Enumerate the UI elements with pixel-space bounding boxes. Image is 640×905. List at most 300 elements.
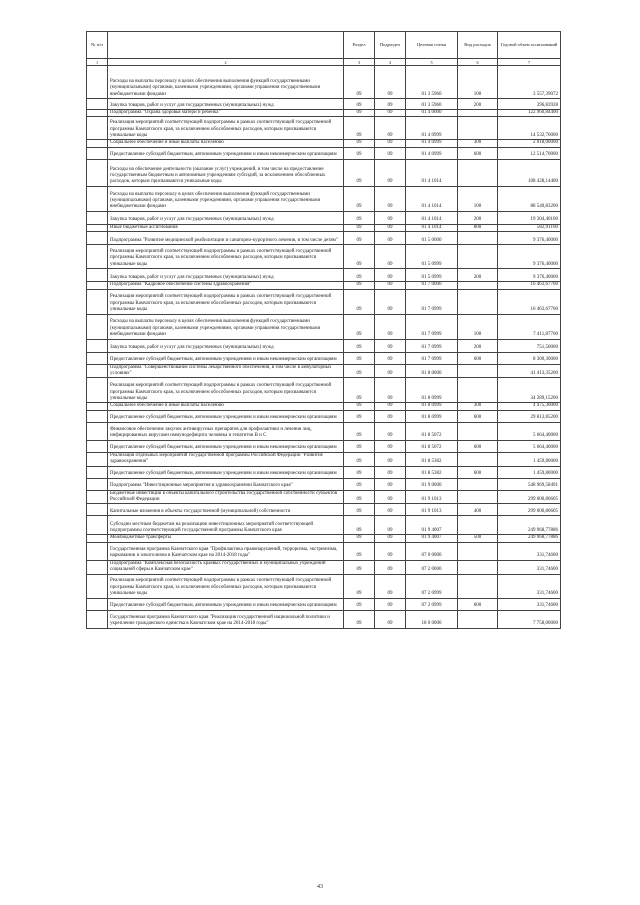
row-section: 09	[344, 159, 375, 186]
row-target: 07 2 0999	[406, 574, 458, 598]
table-row	[87, 542, 561, 560]
row-amount: 19 304,40100	[498, 211, 561, 224]
row-exptype	[458, 490, 498, 504]
table-row	[87, 610, 561, 628]
row-subsection: 09	[375, 560, 406, 574]
table-row	[87, 403, 561, 410]
table-row	[87, 440, 561, 452]
row-num	[87, 516, 108, 535]
row-name: Государственная программа Камчатского края "Реализация государственной национальной политики и укрепление гражданского единства в Камчатском крае на 2014-2018 годы"	[108, 610, 344, 628]
row-section: 09	[344, 352, 375, 364]
row-name: Подпрограмма "Комплексная безопасность краевых государственных и муниципальных учреждений социальной сферы в Камчатском крае"	[108, 560, 344, 574]
row-name: Подпрограмма "Развитие медицинской реабилитации и санаторно-курортного лечения, в том числе детям"	[108, 232, 344, 245]
row-exptype: 100	[458, 314, 498, 339]
row-section: 09	[344, 535, 375, 542]
row-name: Расходы на выплаты персоналу в целях обеспечения выполнения функций государственными (муниципальными) органами, казенными учреждениями, органами управления государственными внебюджетными фондами	[108, 66, 344, 99]
row-section: 09	[344, 314, 375, 339]
row-name: Предоставление субсидий бюджетным, автономным учреждениям и иным некоммерческим организациям	[108, 147, 344, 159]
header-num: № п/п	[87, 32, 108, 59]
row-exptype: 200	[458, 211, 498, 224]
row-subsection: 09	[375, 66, 406, 99]
row-target: 18 0 0000	[406, 610, 458, 628]
row-amount: 122 960,84400	[498, 110, 561, 117]
table-row	[87, 224, 561, 231]
row-exptype: 600	[458, 410, 498, 422]
row-name: Реализация мероприятий соответствующей подпрограммы в рамках соответствующей государственной программы Камчатского края, за исключением обособленных расходов, которым присваиваются уникальные коды	[108, 245, 344, 269]
row-name: Подпрограмма "Совершенствование системы лекарственного обеспечения, в том числе в амбулаторных условиях"	[108, 364, 344, 378]
row-exptype: 400	[458, 504, 498, 516]
row-num	[87, 224, 108, 231]
row-subsection: 09	[375, 410, 406, 422]
row-amount: 7 758,00000	[498, 610, 561, 628]
row-exptype: 600	[458, 440, 498, 452]
table-row	[87, 282, 561, 289]
row-num	[87, 140, 108, 147]
row-exptype	[458, 478, 498, 490]
row-section: 09	[344, 117, 375, 140]
row-section: 09	[344, 466, 375, 478]
row-num	[87, 422, 108, 440]
row-amount: 299 000,80605	[498, 504, 561, 516]
table-row	[87, 378, 561, 403]
row-exptype	[458, 110, 498, 117]
row-name: Расходы на выплаты персоналу в целях обеспечения выполнения функций государственными (муниципальными) органами, казенными учреждениями, органами управления государственными внебюджетными фондами	[108, 186, 344, 211]
table-row	[87, 535, 561, 542]
row-amount: 7 411,87700	[498, 314, 561, 339]
row-amount: 249 968,77886	[498, 516, 561, 535]
row-target: 07 2 0999	[406, 598, 458, 610]
row-exptype: 500	[458, 535, 498, 542]
row-subsection: 09	[375, 314, 406, 339]
row-subsection: 09	[375, 282, 406, 289]
table-row	[87, 516, 561, 535]
row-subsection: 09	[375, 339, 406, 352]
row-target: 01 7 0999	[406, 314, 458, 339]
row-target: 01 4 0000	[406, 110, 458, 117]
row-num	[87, 598, 108, 610]
column-index: 4	[375, 59, 406, 66]
row-subsection: 09	[375, 140, 406, 147]
row-target: 01 5 0999	[406, 269, 458, 282]
row-amount: 5 664,40000	[498, 422, 561, 440]
row-exptype	[458, 245, 498, 269]
row-amount: 41 413,35200	[498, 364, 561, 378]
budget-table	[86, 31, 561, 629]
row-target: 01 4 0999	[406, 147, 458, 159]
row-section: 09	[344, 440, 375, 452]
page-number: 43	[317, 884, 323, 890]
header-amount: Годовой объем ассигнований	[498, 32, 561, 59]
row-subsection: 09	[375, 440, 406, 452]
row-subsection: 09	[375, 352, 406, 364]
table-row	[87, 147, 561, 159]
row-target: 01 9 0000	[406, 478, 458, 490]
row-subsection: 09	[375, 269, 406, 282]
row-exptype: 100	[458, 186, 498, 211]
row-exptype: 300	[458, 140, 498, 147]
row-subsection: 09	[375, 466, 406, 478]
row-num	[87, 378, 108, 403]
row-num	[87, 66, 108, 99]
row-target: 01 7 0999	[406, 352, 458, 364]
row-exptype	[458, 117, 498, 140]
table-row	[87, 352, 561, 364]
row-exptype: 200	[458, 339, 498, 352]
row-section: 09	[344, 478, 375, 490]
row-num	[87, 159, 108, 186]
row-name: Предоставление субсидий бюджетным, автономным учреждениям и иным некоммерческим организациям	[108, 440, 344, 452]
row-amount: 16 463,67700	[498, 289, 561, 314]
row-num	[87, 289, 108, 314]
row-num	[87, 610, 108, 628]
row-target: 01 8 5072	[406, 440, 458, 452]
table-row	[87, 245, 561, 269]
column-index: 3	[344, 59, 375, 66]
row-amount: 4 475,30000	[498, 403, 561, 410]
row-target: 01 9 1013	[406, 490, 458, 504]
row-target: 01 4 0999	[406, 117, 458, 140]
table-row	[87, 211, 561, 224]
row-amount: 2 018,00000	[498, 140, 561, 147]
table-row	[87, 560, 561, 574]
table-row	[87, 99, 561, 110]
row-name: Социальное обеспечение и иные выплаты населению	[108, 403, 344, 410]
table-row	[87, 410, 561, 422]
row-section: 09	[344, 110, 375, 117]
row-exptype	[458, 289, 498, 314]
row-section: 09	[344, 211, 375, 224]
row-name: Предоставление субсидий бюджетным, автономным учреждениям и иным некоммерческим организациям	[108, 598, 344, 610]
row-amount: 3 557,39072	[498, 66, 561, 99]
row-section: 09	[344, 147, 375, 159]
row-num	[87, 403, 108, 410]
table-row	[87, 110, 561, 117]
row-exptype: 600	[458, 352, 498, 364]
row-subsection: 09	[375, 110, 406, 117]
table-row	[87, 478, 561, 490]
row-target: 07 2 0000	[406, 560, 458, 574]
row-exptype	[458, 574, 498, 598]
row-name: Закупка товаров, работ и услуг для государственных (муниципальных) нужд	[108, 211, 344, 224]
row-amount: 14 532,70000	[498, 117, 561, 140]
row-num	[87, 490, 108, 504]
row-target: 01 4 1014	[406, 186, 458, 211]
row-subsection: 09	[375, 147, 406, 159]
row-name: Предоставление субсидий бюджетным, автономным учреждениям и иным некоммерческим организациям	[108, 410, 344, 422]
row-num	[87, 245, 108, 269]
row-amount: 16 463,67700	[498, 282, 561, 289]
table-row	[87, 598, 561, 610]
row-amount: 88 540,83200	[498, 186, 561, 211]
header-target: Целевая статья	[406, 32, 458, 59]
row-target: 01 8 0999	[406, 410, 458, 422]
row-section: 09	[344, 66, 375, 99]
table-header-row	[87, 32, 561, 59]
row-section: 09	[344, 140, 375, 147]
row-subsection: 09	[375, 490, 406, 504]
row-target: 01 8 5382	[406, 466, 458, 478]
row-section: 09	[344, 282, 375, 289]
row-subsection: 09	[375, 364, 406, 378]
row-name: Финансовое обеспечение закупок антивирусных препаратов для профилактики и лечения лиц, инфицированных вирусами иммунодефицита человека и гепатитов B и C	[108, 422, 344, 440]
row-name: Предоставление субсидий бюджетным, автономным учреждениям и иным некоммерческим организациям	[108, 352, 344, 364]
column-index: 6	[458, 59, 498, 66]
row-name: Бюджетные инвестиции в объекты капитального строительства государственной собственности субъектов Российской Федерации	[108, 490, 344, 504]
row-name: Государственная программа Камчатского края "Профилактика правонарушений, терроризма, экстремизма, наркомании и алкоголизма в Камчатском крае на 2014-2018 годы"	[108, 542, 344, 560]
row-subsection: 09	[375, 542, 406, 560]
row-num	[87, 542, 108, 560]
table-row	[87, 269, 561, 282]
row-amount: 8 300,30000	[498, 352, 561, 364]
header-subsection: Подраздел	[375, 32, 406, 59]
row-section: 09	[344, 610, 375, 628]
row-name: Расходы на выплаты персоналу в целях обеспечения выполнения функций государственными (муниципальными) органами, казенными учреждениями, органами управления государственными внебюджетными фондами	[108, 314, 344, 339]
row-target: 01 9 1013	[406, 504, 458, 516]
table-row	[87, 140, 561, 147]
table-row	[87, 339, 561, 352]
row-num	[87, 110, 108, 117]
table-row	[87, 314, 561, 339]
row-amount: 299 000,80605	[498, 490, 561, 504]
row-target: 01 4 1014	[406, 211, 458, 224]
row-subsection: 09	[375, 99, 406, 110]
row-num	[87, 211, 108, 224]
row-num	[87, 314, 108, 339]
row-num	[87, 364, 108, 378]
table-row	[87, 159, 561, 186]
row-section: 09	[344, 245, 375, 269]
row-name: Реализация мероприятий соответствующей подпрограммы в рамках соответствующей государственной программы Камчатского края, за исключением обособленных расходов, которым присваиваются уникальные коды	[108, 574, 344, 598]
row-num	[87, 560, 108, 574]
row-target: 01 8 5072	[406, 422, 458, 440]
row-section: 09	[344, 339, 375, 352]
row-exptype	[458, 378, 498, 403]
row-amount: 396,83928	[498, 99, 561, 110]
row-subsection: 09	[375, 378, 406, 403]
row-section: 09	[344, 378, 375, 403]
row-num	[87, 478, 108, 490]
row-exptype	[458, 422, 498, 440]
table-row	[87, 364, 561, 378]
row-target: 01 4 0999	[406, 140, 458, 147]
row-exptype	[458, 610, 498, 628]
row-subsection: 09	[375, 598, 406, 610]
row-subsection: 09	[375, 516, 406, 535]
row-amount: 249 968,77886	[498, 535, 561, 542]
row-num	[87, 574, 108, 598]
row-name: Реализация мероприятий соответствующей подпрограммы в рамках соответствующей государственной программы Камчатского края, за исключением обособленных расходов, которым присваиваются уникальные коды	[108, 289, 344, 314]
row-amount: 9 376,40000	[498, 245, 561, 269]
row-section: 09	[344, 232, 375, 245]
row-num	[87, 269, 108, 282]
row-target: 01 8 0000	[406, 364, 458, 378]
row-subsection: 09	[375, 224, 406, 231]
row-subsection: 09	[375, 504, 406, 516]
row-amount: 582,91100	[498, 224, 561, 231]
row-exptype	[458, 159, 498, 186]
row-amount: 548 969,58491	[498, 478, 561, 490]
row-subsection: 09	[375, 159, 406, 186]
row-name: Реализация мероприятий соответствующей подпрограммы в рамках соответствующей государственной программы Камчатского края, за исключением обособленных расходов, которым присваиваются уникальные коды	[108, 378, 344, 403]
row-section: 09	[344, 574, 375, 598]
table-row	[87, 186, 561, 211]
row-section: 09	[344, 516, 375, 535]
row-section: 09	[344, 560, 375, 574]
row-name: Подпрограмма "Охрана здоровья матери и ребенка"	[108, 110, 344, 117]
row-target: 01 8 5382	[406, 452, 458, 466]
row-num	[87, 352, 108, 364]
table-row	[87, 490, 561, 504]
row-exptype: 600	[458, 147, 498, 159]
row-subsection: 09	[375, 245, 406, 269]
row-amount: 331,74600	[498, 574, 561, 598]
row-num	[87, 410, 108, 422]
row-exptype: 200	[458, 99, 498, 110]
row-section: 09	[344, 269, 375, 282]
row-subsection: 09	[375, 289, 406, 314]
row-section: 09	[344, 542, 375, 560]
header-section: Раздел	[344, 32, 375, 59]
table-row	[87, 452, 561, 466]
row-name: Реализация отдельных мероприятий государственной программы Российской Федерации "Развитие здравоохранения"	[108, 452, 344, 466]
row-amount: 1 459,80000	[498, 466, 561, 478]
header-exptype: Вид расходов	[458, 32, 498, 59]
row-num	[87, 232, 108, 245]
row-subsection: 09	[375, 211, 406, 224]
row-amount: 331,74600	[498, 560, 561, 574]
row-target: 01 7 0999	[406, 339, 458, 352]
row-num	[87, 117, 108, 140]
column-index: 7	[498, 59, 561, 66]
row-amount: 12 514,70000	[498, 147, 561, 159]
row-target: 07 0 0000	[406, 542, 458, 560]
row-exptype: 100	[458, 66, 498, 99]
row-num	[87, 339, 108, 352]
row-num	[87, 147, 108, 159]
table-row	[87, 574, 561, 598]
row-exptype: 600	[458, 598, 498, 610]
row-exptype: 300	[458, 403, 498, 410]
row-amount: 1 459,80000	[498, 452, 561, 466]
row-exptype	[458, 364, 498, 378]
row-subsection: 09	[375, 574, 406, 598]
row-section: 09	[344, 452, 375, 466]
row-subsection: 09	[375, 422, 406, 440]
row-exptype	[458, 282, 498, 289]
row-target: 01 9 4007	[406, 535, 458, 542]
row-name: Подпрограмма "Кадровое обеспечение системы здравоохранения"	[108, 282, 344, 289]
row-num	[87, 186, 108, 211]
row-subsection: 09	[375, 452, 406, 466]
row-section: 09	[344, 186, 375, 211]
row-section: 09	[344, 422, 375, 440]
row-subsection: 09	[375, 232, 406, 245]
row-amount: 9 376,40000	[498, 269, 561, 282]
row-name: Капитальные вложения в объекты государственной (муниципальной) собственности	[108, 504, 344, 516]
column-index: 5	[406, 59, 458, 66]
row-subsection: 09	[375, 610, 406, 628]
row-exptype	[458, 452, 498, 466]
row-target: 01 4 1014	[406, 224, 458, 231]
row-amount: 751,50000	[498, 339, 561, 352]
row-amount: 9 376,40000	[498, 232, 561, 245]
row-section: 09	[344, 224, 375, 231]
table-row	[87, 504, 561, 516]
row-num	[87, 466, 108, 478]
row-subsection: 09	[375, 186, 406, 211]
row-num	[87, 452, 108, 466]
row-exptype	[458, 516, 498, 535]
column-index-row	[87, 59, 561, 66]
row-target: 01 5 0999	[406, 245, 458, 269]
table-row	[87, 422, 561, 440]
row-section: 09	[344, 289, 375, 314]
row-name: Подпрограмма "Инвестиционные мероприятия в здравоохранении Камчатского края"	[108, 478, 344, 490]
row-exptype	[458, 232, 498, 245]
row-subsection: 09	[375, 535, 406, 542]
row-subsection: 09	[375, 117, 406, 140]
row-num	[87, 504, 108, 516]
row-target: 01 3 5960	[406, 66, 458, 99]
row-num	[87, 440, 108, 452]
column-index: 2	[108, 59, 344, 66]
row-target: 01 8 0999	[406, 403, 458, 410]
row-target: 01 7 0000	[406, 282, 458, 289]
row-exptype: 600	[458, 466, 498, 478]
row-section: 09	[344, 364, 375, 378]
row-name: Закупка товаров, работ и услуг для государственных (муниципальных) нужд	[108, 269, 344, 282]
table-row	[87, 466, 561, 478]
row-num	[87, 99, 108, 110]
row-section: 09	[344, 403, 375, 410]
row-section: 09	[344, 99, 375, 110]
row-section: 09	[344, 410, 375, 422]
table-row	[87, 232, 561, 245]
column-index: 1	[87, 59, 108, 66]
row-name: Реализация мероприятий соответствующей подпрограммы в рамках соответствующей государственной программы Камчатского края, за исключением обособленных расходов, которым присваиваются уникальные коды	[108, 117, 344, 140]
row-target: 01 4 1014	[406, 159, 458, 186]
row-name: Иные бюджетные ассигнования	[108, 224, 344, 231]
row-name: Предоставление субсидий бюджетным, автономным учреждениям и иным некоммерческим организациям	[108, 466, 344, 478]
row-exptype	[458, 560, 498, 574]
table-body	[87, 66, 561, 629]
row-target: 01 9 4007	[406, 516, 458, 535]
row-name: Субсидии местным бюджетам на реализацию инвестиционных мероприятий соответствующей подпрограммы соответствующей государственной программы Камчатского края	[108, 516, 344, 535]
row-section: 09	[344, 504, 375, 516]
table-row	[87, 66, 561, 99]
row-target: 01 7 0999	[406, 289, 458, 314]
row-amount: 331,74600	[498, 542, 561, 560]
row-exptype: 200	[458, 269, 498, 282]
row-name: Закупка товаров, работ и услуг для государственных (муниципальных) нужд	[108, 99, 344, 110]
row-exptype: 800	[458, 224, 498, 231]
header-name	[108, 32, 344, 59]
row-num	[87, 282, 108, 289]
row-amount: 29 813,85200	[498, 410, 561, 422]
row-target: 01 3 5960	[406, 99, 458, 110]
row-name: Расходы на обеспечение деятельности (оказание услуг) учреждений, в том числе на предоставление государственным бюджетным и автономным учреждениям субсидий, за исключением обособленных расходов, которым присваиваются уникальные коды	[108, 159, 344, 186]
row-exptype	[458, 542, 498, 560]
table-row	[87, 117, 561, 140]
row-section: 09	[344, 490, 375, 504]
row-subsection: 09	[375, 403, 406, 410]
row-amount: 5 664,40000	[498, 440, 561, 452]
row-amount: 108 428,14400	[498, 159, 561, 186]
row-target: 01 5 0000	[406, 232, 458, 245]
row-amount: 331,74600	[498, 598, 561, 610]
row-target: 01 8 0999	[406, 378, 458, 403]
row-name: Социальное обеспечение и иные выплаты населению	[108, 140, 344, 147]
